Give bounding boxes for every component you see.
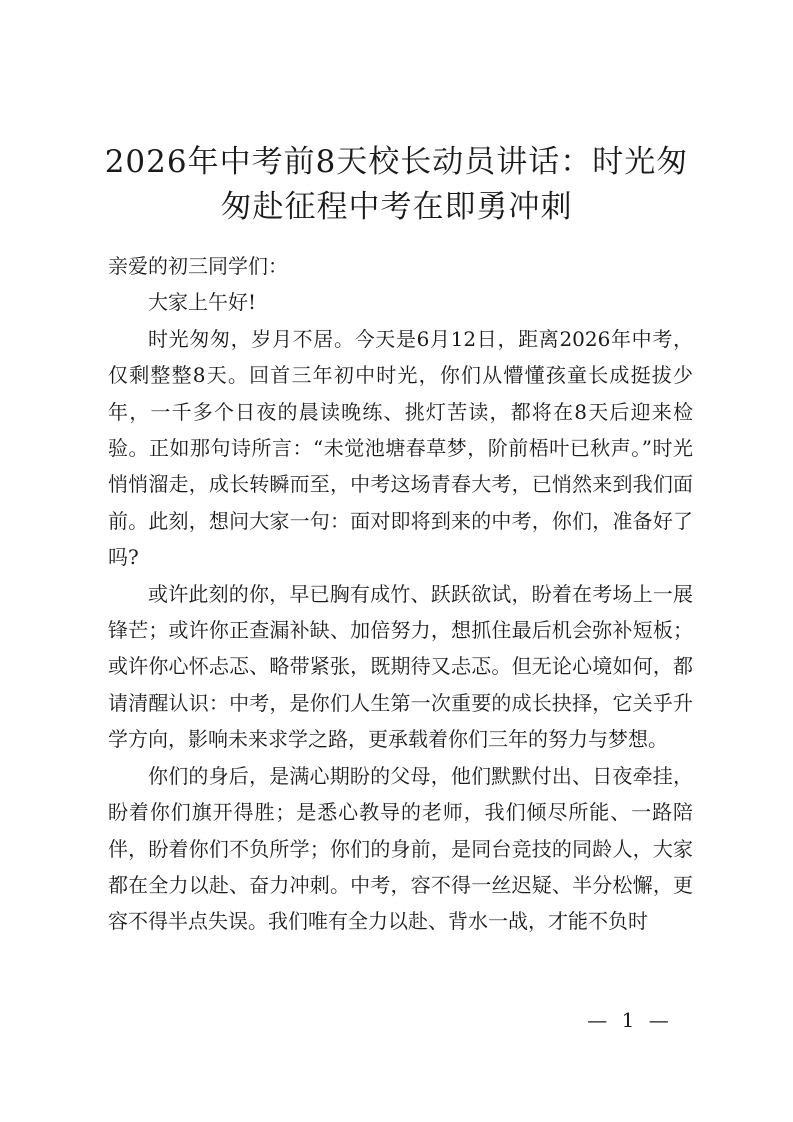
page-number: — 1 — <box>587 1008 673 1032</box>
paragraph-support: 你们的身后，是满心期盼的父母，他们默默付出、日夜牵挂，盼着你们旗开得胜；是悉心教导的老师，我们倾尽所能、一路陪伴，盼着你们不负所学；你们的身前，是同台竞技的同龄人，大家都在全力以赴、奋力冲刺。中考，容不得一丝迟疑、半分松懈，更容不得半点失误。我们唯有全力以赴、背水一战，才能不负时 <box>108 763 693 934</box>
document-title: 2026年中考前8天校长动员讲话：时光匆匆赴征程中考在即勇冲刺 <box>104 144 689 225</box>
salutation: 亲爱的初三同学们： <box>108 254 288 278</box>
paragraph-greeting: 大家上午好! <box>148 290 257 315</box>
paragraph-countdown: 时光匆匆，岁月不居。今天是6月12日，距离2026年中考，仅剩整整8天。回首三年初中时光，你们从懵懂孩童长成挺拔少年，一千多个日夜的晨读晚练、挑灯苦读，都将在8天后迎来检验。正如那句诗所言：“未觉池塘春草梦，阶前梧叶已秋声。”时光悄悄溜走，成长转瞬而至，中考这场青春大考，已悄然来到我们面前。此刻，想问大家一句：面对即将到来的中考，你们，准备好了吗? <box>108 326 693 570</box>
document-body <box>108 248 693 940</box>
paragraph-mindset: 或许此刻的你，早已胸有成竹、跃跃欲试，盼着在考场上一展锋芒；或许你正查漏补缺、加倍努力，想抓住最后机会弥补短板；或许你心怀忐忑、略带紧张，既期待又忐忑。但无论心境如何，都请清醒认识：中考，是你们人生第一次重要的成长抉择，它关乎升学方向，影响未来求学之路，更承载着你们三年的努力与梦想。 <box>108 581 693 752</box>
